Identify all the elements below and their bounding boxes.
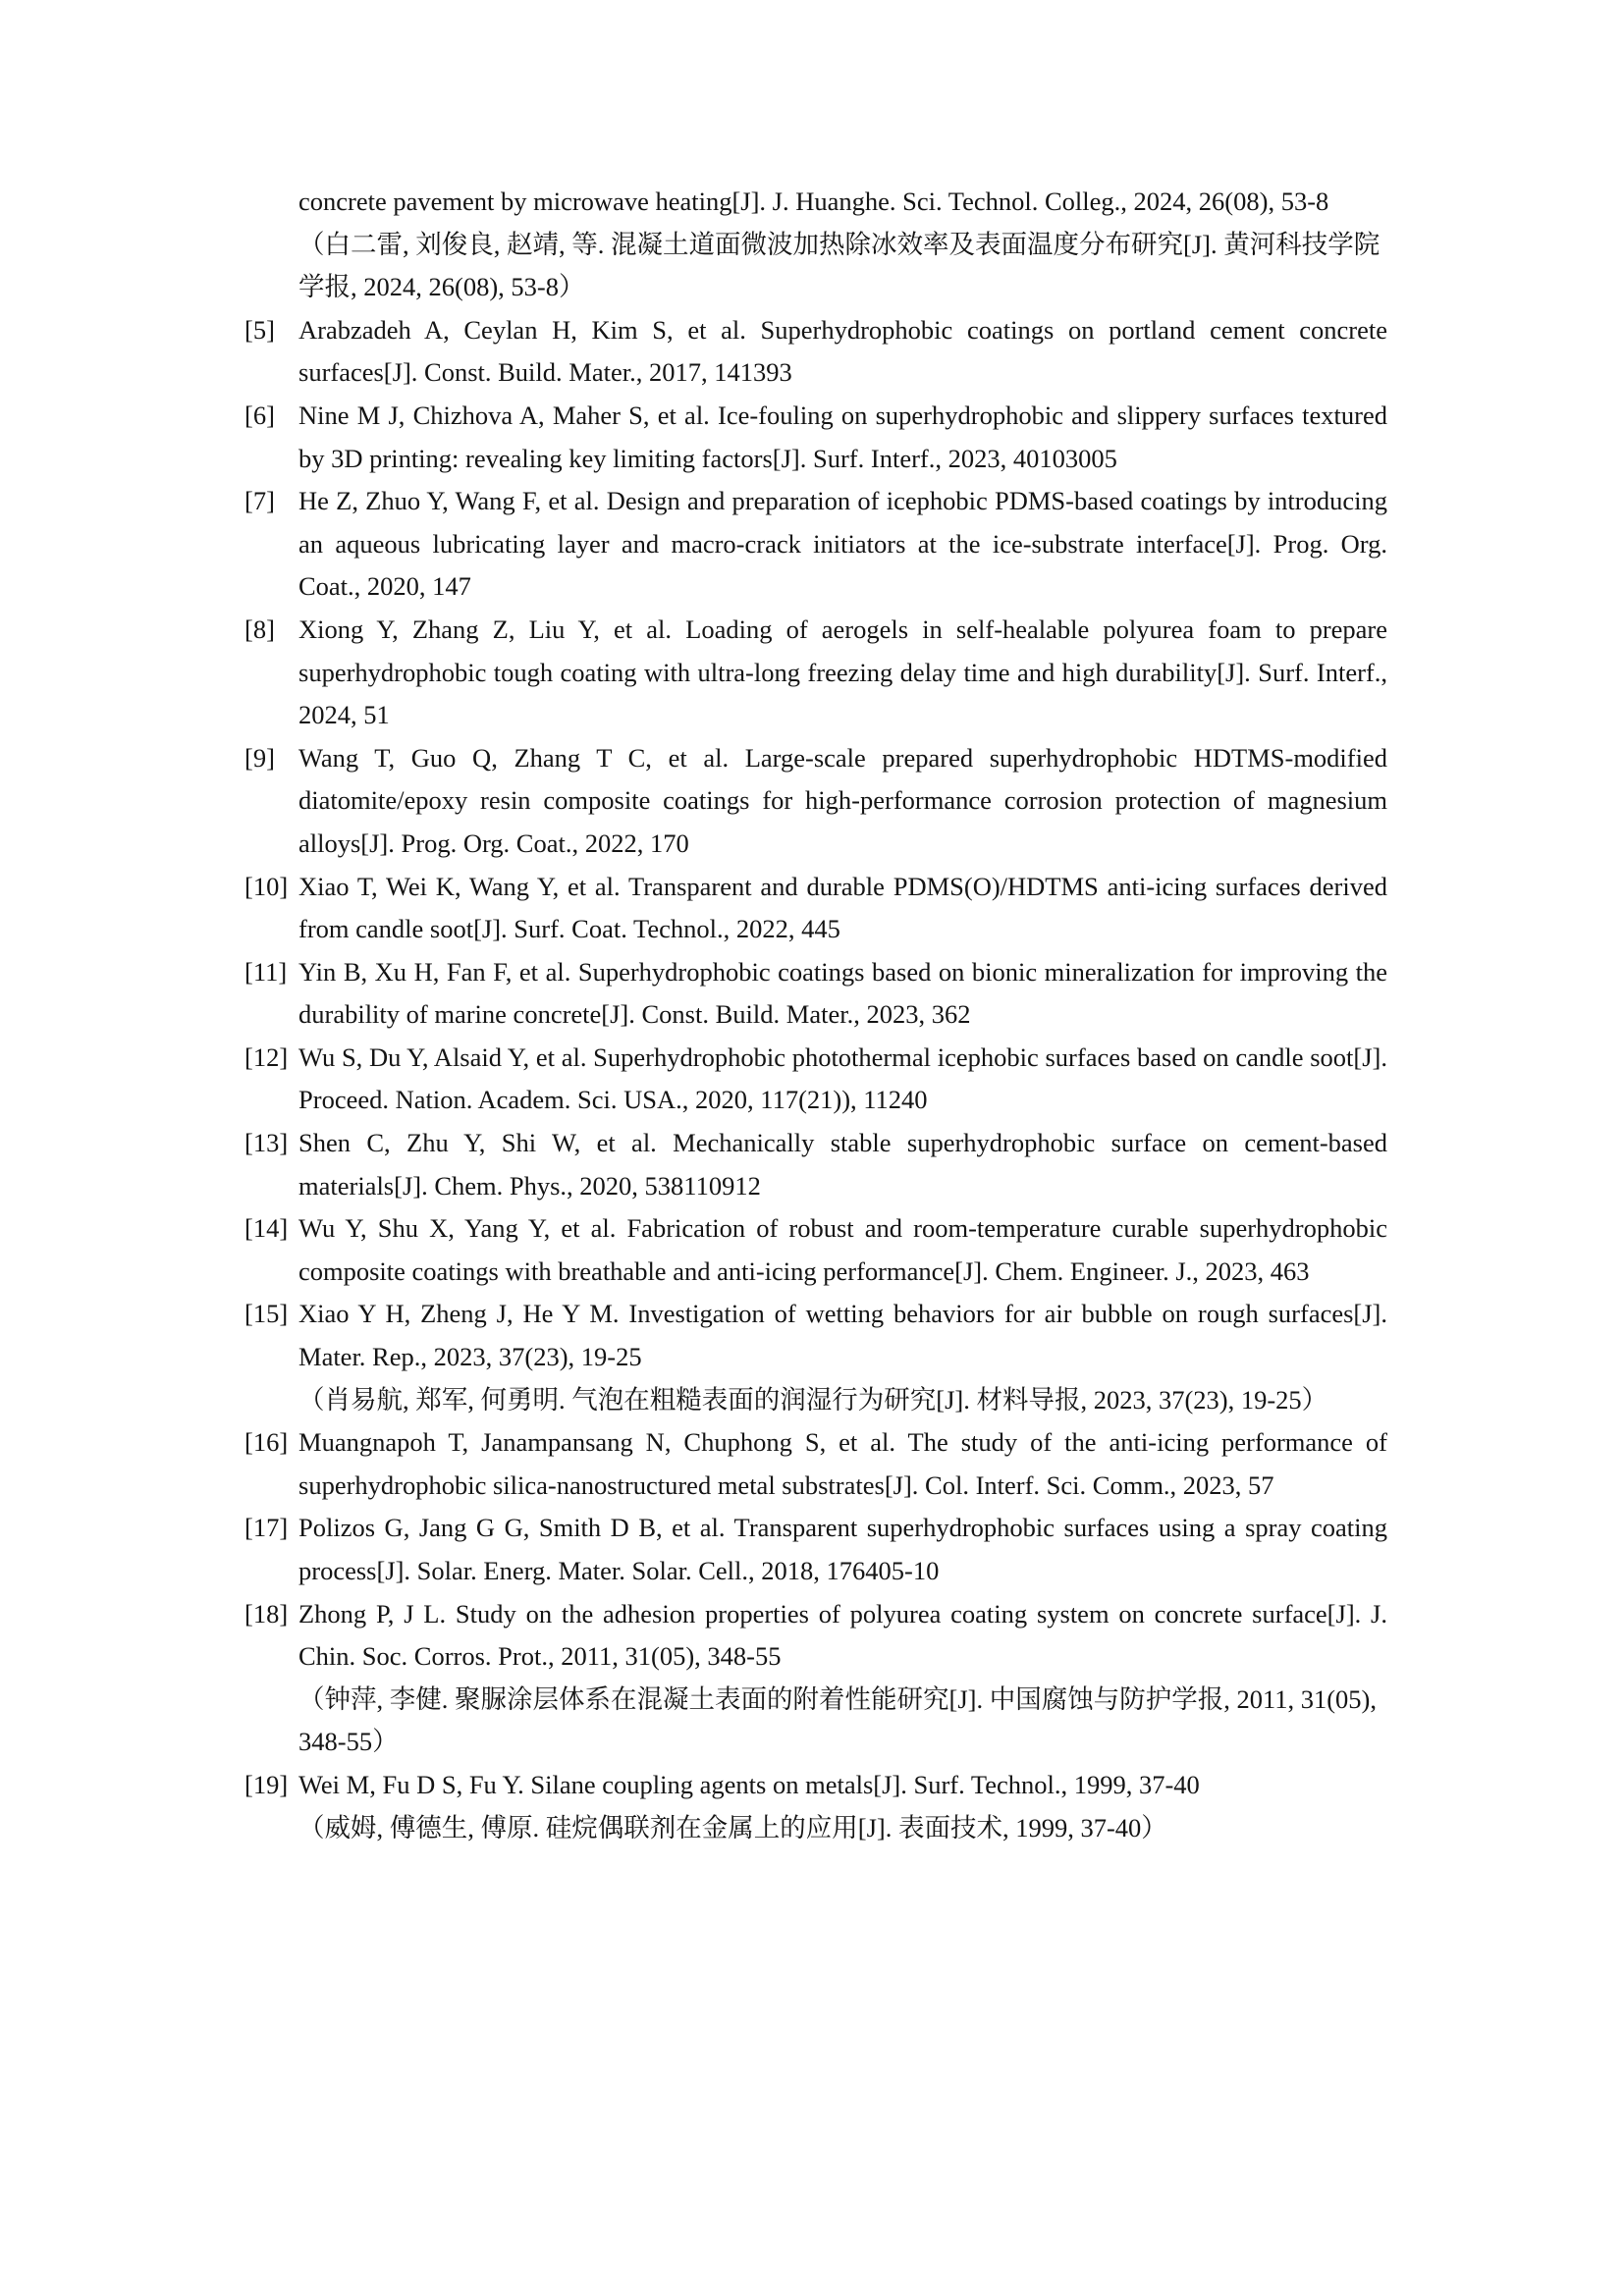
reference-text: Wei M, Fu D S, Fu Y. Silane coupling agents on metals[J]. Surf. Technol., 1999, 37-40 bbox=[298, 1769, 1200, 1799]
reference-chinese-text: （白二雷, 刘俊良, 赵靖, 等. 混凝土道面微波加热除冰效率及表面温度分布研究[J]. 黄河科技学院学报, 2024, 26(08), 53-8） bbox=[298, 229, 1380, 302]
reference-number: [5] bbox=[244, 314, 275, 345]
reference-list bbox=[244, 181, 1387, 1849]
reference-continuation bbox=[244, 181, 1387, 309]
reference-text: Wang T, Guo Q, Zhang T C, et al. Large-scale prepared superhydrophobic HDTMS-modified diatomite/epoxy resin composite coatings for high-performance corrosion protection of magnesium alloys[J]. Prog. Org. Coat., 2022, 170 bbox=[298, 742, 1387, 858]
reference-item-15 bbox=[244, 1293, 1387, 1421]
reference-text: Nine M J, Chizhova A, Maher S, et al. Ice-fouling on superhydrophobic and slippery surfaces textured by 3D printing: revealing key limiting factors[J]. Surf. Interf., 2023, 40103005 bbox=[298, 400, 1387, 473]
reference-number: [19] bbox=[244, 1769, 289, 1799]
reference-text: Wu Y, Shu X, Yang Y, et al. Fabrication of robust and room-temperature curable superhydrophobic composite coatings with breathable and anti-icing performance[J]. Chem. Engineer. J., 2023, 463 bbox=[298, 1213, 1387, 1286]
reference-item-14 bbox=[244, 1207, 1387, 1293]
reference-item-12 bbox=[244, 1037, 1387, 1122]
reference-item-8 bbox=[244, 609, 1387, 737]
reference-number: [10] bbox=[244, 871, 289, 901]
reference-number: [12] bbox=[244, 1041, 289, 1072]
reference-text: Polizos G, Jang G G, Smith D B, et al. Transparent superhydrophobic surfaces using a spray coating process[J]. Solar. Energ. Mater. Solar. Cell., 2018, 176405-10 bbox=[298, 1513, 1387, 1585]
reference-text: concrete pavement by microwave heating[J]. J. Huanghe. Sci. Technol. Colleg., 2024, 26(08), 53-8 bbox=[298, 187, 1329, 216]
reference-number: [15] bbox=[244, 1299, 289, 1329]
reference-text: Xiong Y, Zhang Z, Liu Y, et al. Loading of aerogels in self-healable polyurea foam to prepare superhydrophobic tough coating with ultra-long freezing delay time and high durability[J]. Surf. Interf., 2024, 51 bbox=[298, 614, 1387, 730]
reference-item-10 bbox=[244, 866, 1387, 951]
reference-number: [11] bbox=[244, 956, 288, 987]
reference-number: [18] bbox=[244, 1598, 289, 1629]
reference-item-18 bbox=[244, 1593, 1387, 1764]
reference-text: Muangnapoh T, Janampansang N, Chuphong S, et al. The study of the anti-icing performance of superhydrophobic silica-nanostructured metal substrates[J]. Col. Interf. Sci. Comm., 2023, 57 bbox=[298, 1427, 1387, 1500]
reference-item-6 bbox=[244, 395, 1387, 480]
reference-item-19 bbox=[244, 1764, 1387, 1849]
reference-item-16 bbox=[244, 1421, 1387, 1507]
reference-number: [9] bbox=[244, 742, 275, 773]
reference-chinese-text: （威姆, 傅德生, 傅原. 硅烷偶联剂在金属上的应用[J]. 表面技术, 1999, 37-40） bbox=[298, 1812, 1167, 1842]
reference-text: Xiao Y H, Zheng J, He Y M. Investigation of wetting behaviors for air bubble on rough surfaces[J]. Mater. Rep., 2023, 37(23), 19-25 bbox=[298, 1299, 1387, 1372]
reference-chinese-text: （肖易航, 郑军, 何勇明. 气泡在粗糙表面的润湿行为研究[J]. 材料导报, 2023, 37(23), 19-25） bbox=[298, 1384, 1328, 1415]
reference-text: Yin B, Xu H, Fan F, et al. Superhydrophobic coatings based on bionic mineralization for improving the durability of marine concrete[J]. Const. Build. Mater., 2023, 362 bbox=[298, 956, 1387, 1030]
reference-item-5 bbox=[244, 309, 1387, 395]
reference-item-11 bbox=[244, 951, 1387, 1037]
reference-text: Wu S, Du Y, Alsaid Y, et al. Superhydrophobic photothermal icephobic surfaces based on candle soot[J]. Proceed. Nation. Academ. Sci. USA., 2020, 117(21)), 11240 bbox=[298, 1041, 1387, 1115]
reference-number: [6] bbox=[244, 400, 275, 430]
reference-text: Arabzadeh A, Ceylan H, Kim S, et al. Superhydrophobic coatings on portland cement concrete surfaces[J]. Const. Build. Mater., 2017, 141393 bbox=[298, 314, 1387, 388]
reference-text: Xiao T, Wei K, Wang Y, et al. Transparent and durable PDMS(O)/HDTMS anti-icing surfaces derived from candle soot[J]. Surf. Coat. Technol., 2022, 445 bbox=[298, 871, 1387, 944]
reference-number: [16] bbox=[244, 1427, 289, 1458]
reference-chinese-text: （钟萍, 李健. 聚脲涂层体系在混凝土表面的附着性能研究[J]. 中国腐蚀与防护学报, 2011, 31(05), 348-55） bbox=[298, 1683, 1378, 1757]
reference-number: [17] bbox=[244, 1513, 289, 1543]
reference-item-7 bbox=[244, 480, 1387, 609]
reference-number: [13] bbox=[244, 1128, 289, 1158]
reference-text: He Z, Zhuo Y, Wang F, et al. Design and preparation of icephobic PDMS-based coatings by introducing an aqueous lubricating layer and macro-crack initiators at the ice-substrate interface[J]. Prog. Org. Coat., 2020, 147 bbox=[298, 486, 1387, 602]
reference-number: [8] bbox=[244, 614, 275, 644]
reference-item-9 bbox=[244, 737, 1387, 866]
reference-text: Shen C, Zhu Y, Shi W, et al. Mechanically stable superhydrophobic surface on cement-based materials[J]. Chem. Phys., 2020, 538110912 bbox=[298, 1128, 1387, 1201]
reference-number: [14] bbox=[244, 1213, 289, 1244]
reference-text: Zhong P, J L. Study on the adhesion properties of polyurea coating system on concrete surface[J]. J. Chin. Soc. Corros. Prot., 2011, 31(05), 348-55 bbox=[298, 1598, 1387, 1672]
reference-item-17 bbox=[244, 1507, 1387, 1592]
reference-number: [7] bbox=[244, 486, 275, 516]
reference-item-13 bbox=[244, 1122, 1387, 1207]
